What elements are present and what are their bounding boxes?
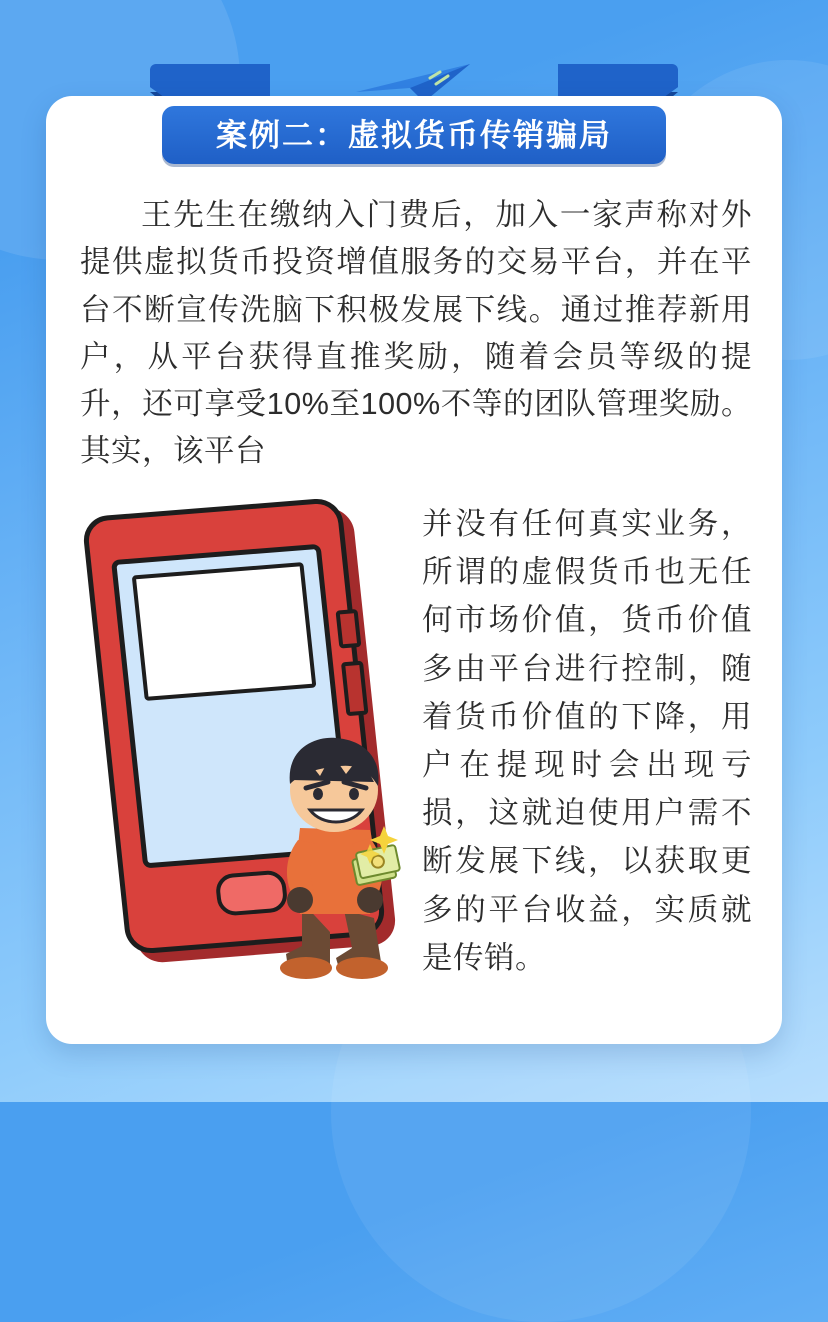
card-bottom-edge <box>46 1038 782 1044</box>
article-body-top <box>80 192 752 476</box>
content-card <box>46 96 782 1044</box>
page-title: 案例二：虚拟货币传销骗局 <box>216 117 612 153</box>
illustration-group <box>94 506 408 976</box>
article-body-wrap <box>80 500 752 1034</box>
phone-screen-window <box>132 562 317 701</box>
paragraph-one: 王先生在缴纳入门费后，加入一家声称对外提供虚拟货币投资增值服务的交易平台，并在平台不断宣传洗脑下积极发展下线。通过推荐新用户，从平台获得直推奖励，随着会员等级的提升，还可享受10%至100%不等的团队管理奖励。其实，该平台 <box>80 198 752 469</box>
person-with-money-icon <box>266 732 406 982</box>
section-title-banner <box>162 106 666 164</box>
phone-side-button <box>341 661 369 716</box>
phone-side-button <box>336 609 362 649</box>
paragraph-two: 并没有任何真实业务，所谓的虚假货币也无任何市场价值，货币价值多由平台进行控制，随着货币价值的下降，用户在提现时会出现亏损，这就迫使用户需不断发展下线，以获取更多的平台收益，实质就是传销。 <box>422 507 752 975</box>
